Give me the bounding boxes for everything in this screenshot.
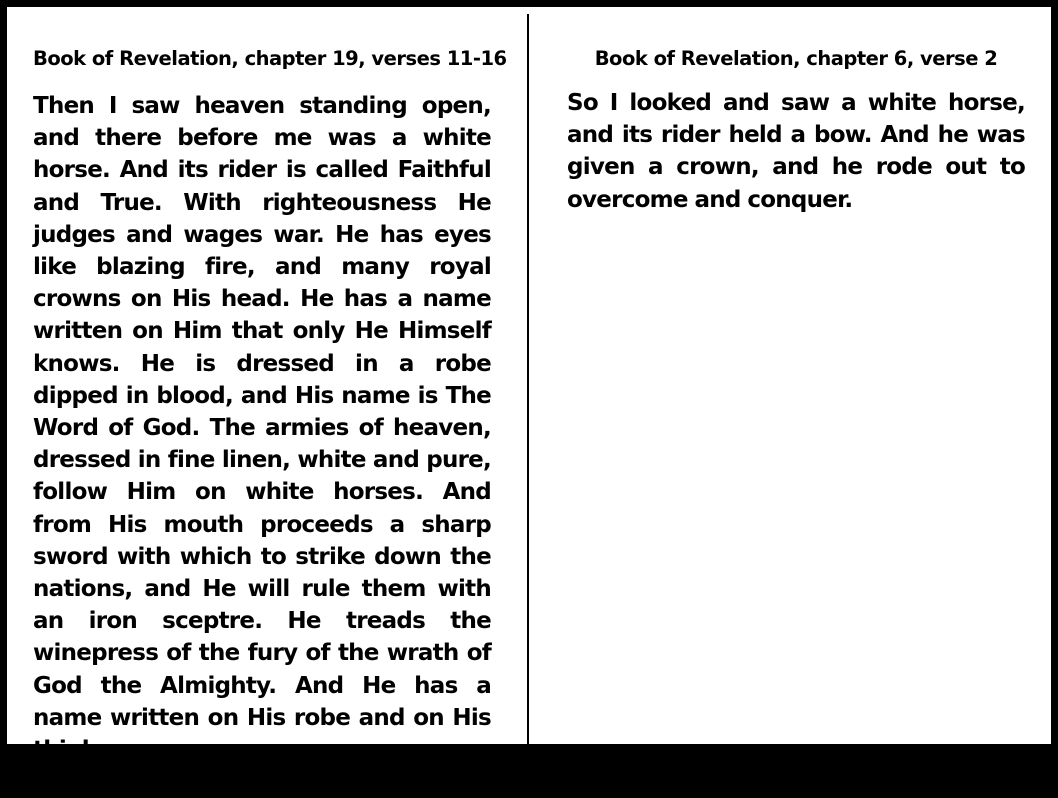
right-body-text: So I looked and saw a white horse, and its rider held a bow. And he was given a crown, and he rode out to overcome and conquer. [567,90,1025,213]
left-heading: Book of Revelation, chapter 19, verses 11-16 [33,47,507,70]
column-divider [527,14,529,744]
left-body-text: Then I saw heaven standing open, and there before me was a white horse. And its rider is called Faithful and True. With righteousness He judges and wages war. He has eyes like blazing fire, and many royal crowns on His head. He has a name written on Him that only He Himself knows. He is dressed in a robe dipped in blood, and His name is The Word of God. The armies of heaven, dressed in fine linen, white and pure, follow Him on white horses. And from His mouth proceeds a sharp sword with which to strike down the nations, and He will rule them with an iron sceptre. He treads the winepress of the fury of the wrath of God the Almighty. And He has a name written on His robe and on His thigh: [33,93,491,764]
right-heading: Book of Revelation, chapter 6, verse 2 [594,47,998,70]
left-closing-line: KING OF KINGS AND LORD OF LORDS. [43,769,481,795]
page-frame [7,7,1051,795]
right-panel [567,7,1025,216]
left-panel [33,7,507,798]
